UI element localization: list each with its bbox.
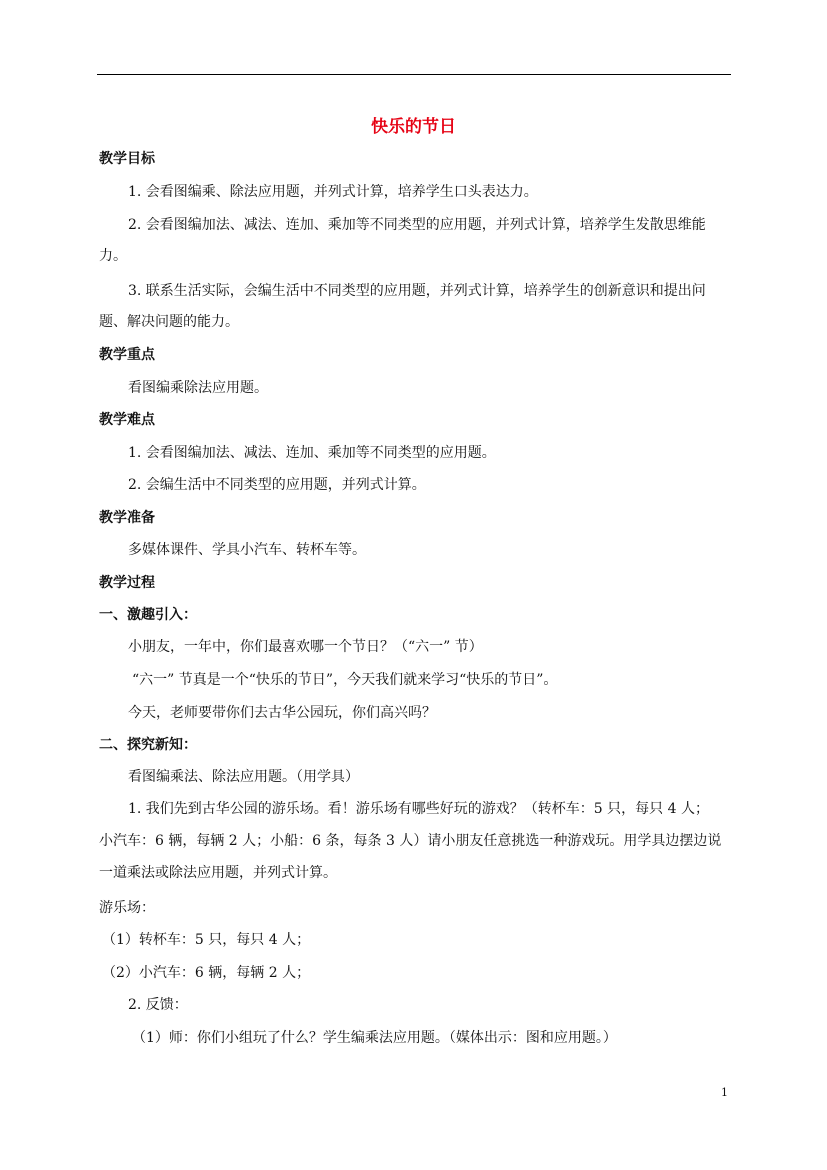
paragraph-line: 2. 会看图编加法、减法、连加、乘加等不同类型的应用题，并列式计算，培养学生发散思维能	[128, 217, 706, 233]
subsection-heading-intro: 一、激趣引入：	[99, 607, 197, 623]
paragraph-line: 一道乘法或除法应用题，并列式计算。	[99, 865, 337, 881]
paragraph-line: 多媒体课件、学具小汽车、转杯车等。	[128, 542, 366, 558]
paragraph-line: 1. 会看图编加法、减法、连加、乘加等不同类型的应用题。	[128, 445, 496, 461]
paragraph-line: 看图编乘法、除法应用题。（用学具）	[128, 769, 359, 785]
paragraph-line: 今天，老师要带你们去古华公园玩，你们高兴吗？	[128, 705, 436, 721]
section-heading-difficulties: 教学难点	[99, 412, 155, 428]
paragraph-line: 2. 反馈：	[128, 997, 188, 1013]
subsection-heading-explore: 二、探究新知：	[99, 737, 197, 753]
paragraph-line: 1. 我们先到古华公园的游乐场。看！游乐场有哪些好玩的游戏？（转杯车：5 只，每只 4 人；	[128, 801, 709, 817]
section-heading-process: 教学过程	[99, 575, 155, 591]
paragraph-line: 小汽车：6 辆，每辆 2 人；小船：6 条，每条 3 人）请小朋友任意挑选一种游戏玩。用学具边摆边说	[99, 833, 722, 849]
paragraph-line: 力。	[99, 248, 127, 264]
paragraph-line: 看图编乘除法应用题。	[128, 380, 268, 396]
section-heading-objectives: 教学目标	[99, 151, 155, 167]
paragraph-line: “六一” 节真是一个“快乐的节日”，今天我们就来学习“快乐的节日”。	[132, 672, 558, 688]
section-heading-key-points: 教学重点	[99, 347, 155, 363]
section-heading-preparation: 教学准备	[99, 510, 155, 526]
paragraph-line: 小朋友，一年中，你们最喜欢哪一个节日？（“六一” 节）	[128, 639, 483, 655]
list-item: （2）小汽车：6 辆，每辆 2 人；	[102, 965, 311, 981]
paragraph-line: 1. 会看图编乘、除法应用题，并列式计算，培养学生口头表达力。	[128, 184, 538, 200]
document-title: 快乐的节日	[371, 117, 456, 137]
paragraph-line: 游乐场：	[99, 900, 155, 916]
header-rule	[97, 74, 731, 75]
paragraph-line: 3. 联系生活实际，会编生活中不同类型的应用题，并列式计算，培养学生的创新意识和提出问	[128, 283, 706, 299]
paragraph-line: 题、解决问题的能力。	[99, 314, 239, 330]
paragraph-line: 2. 会编生活中不同类型的应用题，并列式计算。	[128, 477, 426, 493]
paragraph-line: （1）师：你们小组玩了什么？学生编乘法应用题。（媒体出示：图和应用题。）	[132, 1030, 617, 1046]
list-item: （1）转杯车：5 只，每只 4 人；	[102, 932, 311, 948]
page-number: 1	[721, 1086, 728, 1099]
